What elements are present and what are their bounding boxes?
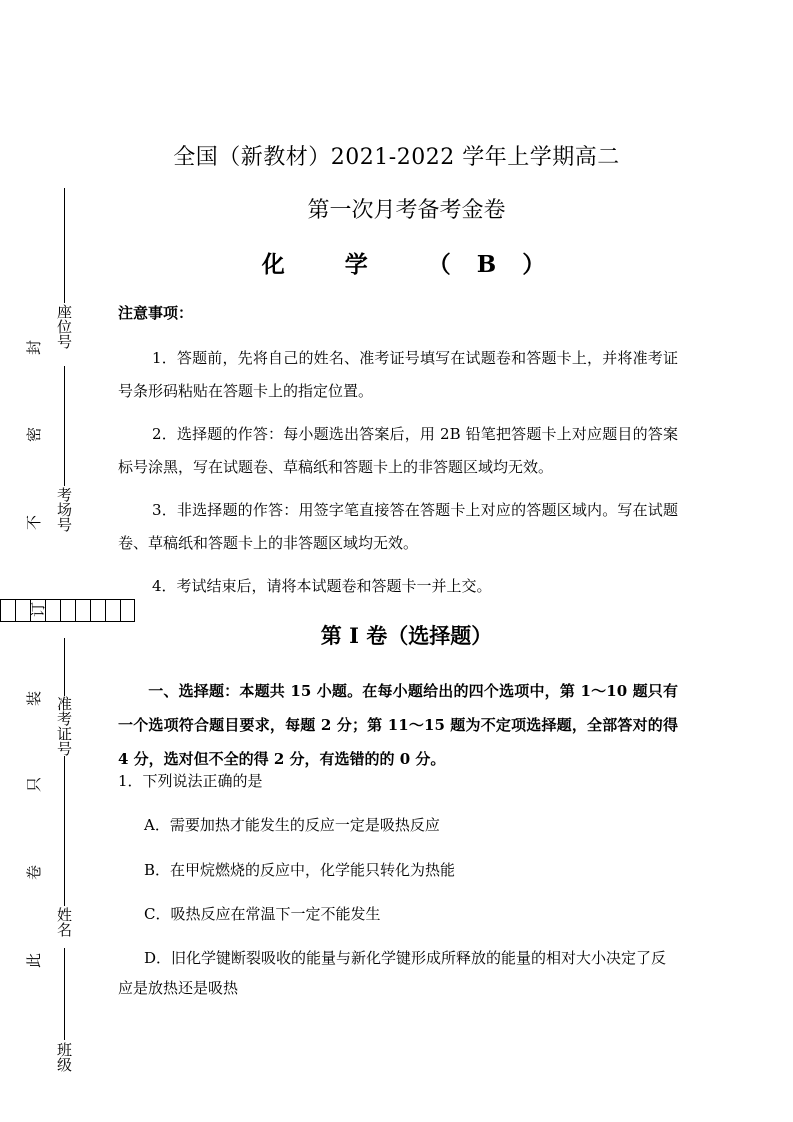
option-a: A．需要加热才能发生的反应一定是吸热反应: [144, 816, 440, 834]
notice-item: 4．考试结束后，请将本试题卷和答题卡一并上交。: [152, 577, 492, 595]
margin-line: [64, 638, 65, 696]
notice-heading: 注意事项：: [118, 304, 194, 322]
seal-char: 订: [29, 601, 47, 617]
notice-item: 3．非选择题的作答：用签字笔直接答在答题卡上对应的答题区域内。写在试题卷、草稿纸和答题卡上的非答题区域均无效。: [118, 501, 678, 552]
field-name: 姓名: [55, 907, 73, 937]
grid-cell: [120, 600, 135, 621]
exam-subtitle: 第一次月考备考金卷: [307, 198, 506, 223]
seal-char: 封: [25, 339, 44, 356]
field-seat-number: 座位号: [55, 304, 73, 349]
section-title: 第 I 卷（选择题）: [320, 623, 493, 648]
ticket-number-grid: [0, 599, 135, 622]
seal-char: 只: [25, 776, 44, 793]
seal-char: 不: [25, 514, 44, 531]
option-b: B．在甲烷燃烧的反应中，化学能只转化为热能: [144, 861, 456, 879]
exam-title: 全国（新教材）2021-2022 学年上学期高二: [173, 145, 620, 170]
question-stem: 1．下列说法正确的是: [118, 772, 263, 790]
margin-line: [64, 366, 65, 486]
field-class: 班级: [55, 1042, 73, 1072]
seal-char: 此: [25, 952, 44, 969]
grid-cell: [75, 600, 90, 621]
seal-char: 卷: [25, 864, 44, 881]
margin-line: [64, 756, 65, 906]
grid-cell: [0, 600, 15, 621]
notice-item: 2．选择题的作答：每小题选出答案后，用 2B 铅笔把答题卡上对应题目的答案标号涂黑，写在试题卷、草稿纸和答题卡上的非答题区域均无效。: [118, 425, 678, 476]
section-instruction: 一、选择题：本题共 15 小题。在每小题给出的四个选项中，第 1～10 题只有一个选项符合题目要求，每题 2 分；第 11～15 题为不定项选择题，全部答对的得 4 分，选对但不全的得 2 分，有选错的的 0 分。: [118, 682, 678, 768]
field-exam-room: 考场号: [55, 487, 73, 532]
field-ticket-number: 准考证号: [55, 696, 73, 756]
notice-item: 1．答题前，先将自己的姓名、准考证号填写在试题卷和答题卡上，并将准考证号条形码粘贴在答题卡上的指定位置。: [118, 349, 678, 400]
grid-cell: [30, 600, 45, 621]
option-c: C．吸热反应在常温下一定不能发生: [144, 905, 381, 923]
exam-subject: 化 学 （B）: [261, 251, 572, 278]
grid-cell: [60, 600, 75, 621]
seal-char: 装: [25, 690, 44, 707]
margin-line: [64, 188, 65, 303]
option-d: D．旧化学键断裂吸收的能量与新化学键形成所释放的能量的相对大小决定了反应是放热还是吸热: [118, 949, 667, 997]
grid-cell: [105, 600, 120, 621]
grid-cell: [90, 600, 105, 621]
margin-line: [64, 948, 65, 1040]
seal-char: 密: [25, 426, 44, 443]
